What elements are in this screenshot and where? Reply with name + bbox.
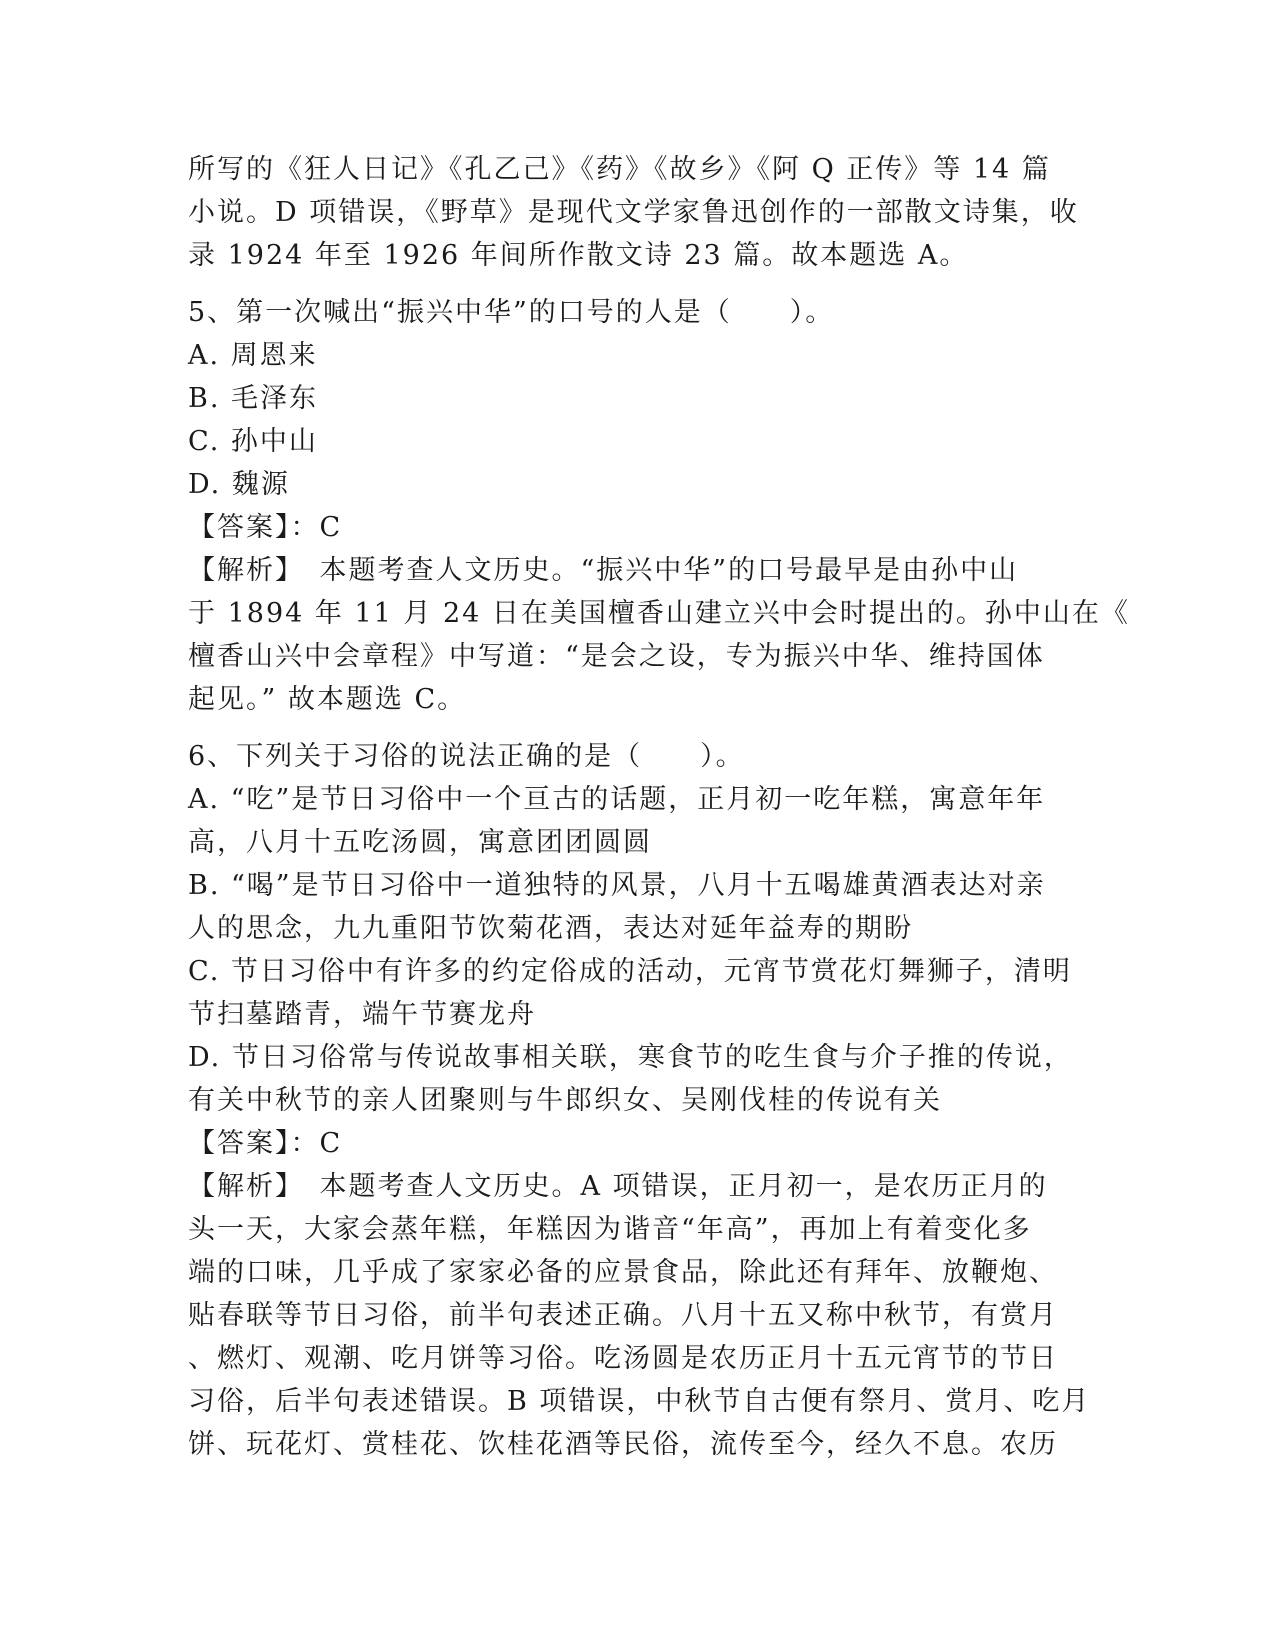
question-6-analysis-line: 【解析】 本题考查人文历史。A 项错误，正月初一，是农历正月的 <box>188 1171 1048 1202</box>
question-5-analysis-line: 【解析】 本题考查人文历史。“振兴中华”的口号最早是由孙中山 <box>188 555 1019 586</box>
question-6-option-line: C. 节日习俗中有许多的约定俗成的活动，元宵节赏花灯舞狮子，清明 <box>188 956 1072 987</box>
question-6-option-line: A. “吃”是节日习俗中一个亘古的话题，正月初一吃年糕，寓意年年 <box>188 784 1046 815</box>
section-gap <box>188 277 1088 291</box>
question-5-text: 5、第一次喊出“振兴中华”的口号的人是（ ）。 <box>188 297 835 328</box>
question-6-option-line: 人的思念，九九重阳节饮菊花酒，表达对延年益寿的期盼 <box>188 913 913 944</box>
question-5-analysis-line: 起见。” 故本题选 C。 <box>188 684 467 715</box>
question-6-answer: 【答案】：C <box>188 1128 343 1159</box>
question-6-option-line: 高，八月十五吃汤圆，寓意团团圆圆 <box>188 827 652 858</box>
document-body <box>188 148 1130 1466</box>
question-5-option-a: A. 周恩来 <box>188 340 318 371</box>
question-5-option-b: B. 毛泽东 <box>188 383 319 414</box>
question-5-analysis-line: 于 1894 年 11 月 24 日在美国檀香山建立兴中会时提出的。孙中山在《 <box>188 598 1130 629</box>
question-6-option-line: D. 节日习俗常与传说故事相关联，寒食节的吃生食与介子推的传说， <box>188 1042 1073 1073</box>
intro-line: 录 1924 年至 1926 年间所作散文诗 23 篇。故本题选 A。 <box>188 240 969 271</box>
question-6-analysis-line: 饼、玩花灯、赏桂花、饮桂花酒等民俗，流传至今，经久不息。农历 <box>188 1429 1058 1460</box>
question-6-analysis-line: 头一天，大家会蒸年糕，年糕因为谐音“年高”，再加上有着变化多 <box>188 1214 1032 1245</box>
question-6-option-line: 节扫墓踏青，端午节赛龙舟 <box>188 999 536 1030</box>
question-5-option-d: D. 魏源 <box>188 469 290 500</box>
intro-line: 小说。D 项错误，《野草》是现代文学家鲁迅创作的一部散文诗集，收 <box>188 197 1079 228</box>
question-6-analysis-line: 习俗，后半句表述错误。B 项错误，中秋节自古便有祭月、赏月、吃月 <box>188 1386 1091 1417</box>
question-5-analysis-line: 檀香山兴中会章程》中写道：“是会之设，专为振兴中华、维持国体 <box>188 641 1045 672</box>
question-6-option-line: B. “喝”是节日习俗中一道独特的风景，八月十五喝雄黄酒表达对亲 <box>188 870 1046 901</box>
question-6-text: 6、下列关于习俗的说法正确的是（ ）。 <box>188 741 745 772</box>
section-gap <box>188 721 1088 735</box>
question-5-answer: 【答案】：C <box>188 512 343 543</box>
question-6-analysis-line: 端的口味，几乎成了家家必备的应景食品，除此还有拜年、放鞭炮、 <box>188 1257 1058 1288</box>
question-6-analysis-line: 、燃灯、观潮、吃月饼等习俗。吃汤圆是农历正月十五元宵节的节日 <box>188 1343 1058 1374</box>
question-6-analysis-line: 贴春联等节日习俗，前半句表述正确。八月十五又称中秋节，有赏月 <box>188 1300 1058 1331</box>
question-6-option-line: 有关中秋节的亲人团聚则与牛郎织女、吴刚伐桂的传说有关 <box>188 1085 942 1116</box>
intro-line: 所写的《狂人日记》《孔乙己》《药》《故乡》《阿 Q 正传》等 14 篇 <box>188 154 1051 185</box>
question-5-option-c: C. 孙中山 <box>188 426 318 457</box>
